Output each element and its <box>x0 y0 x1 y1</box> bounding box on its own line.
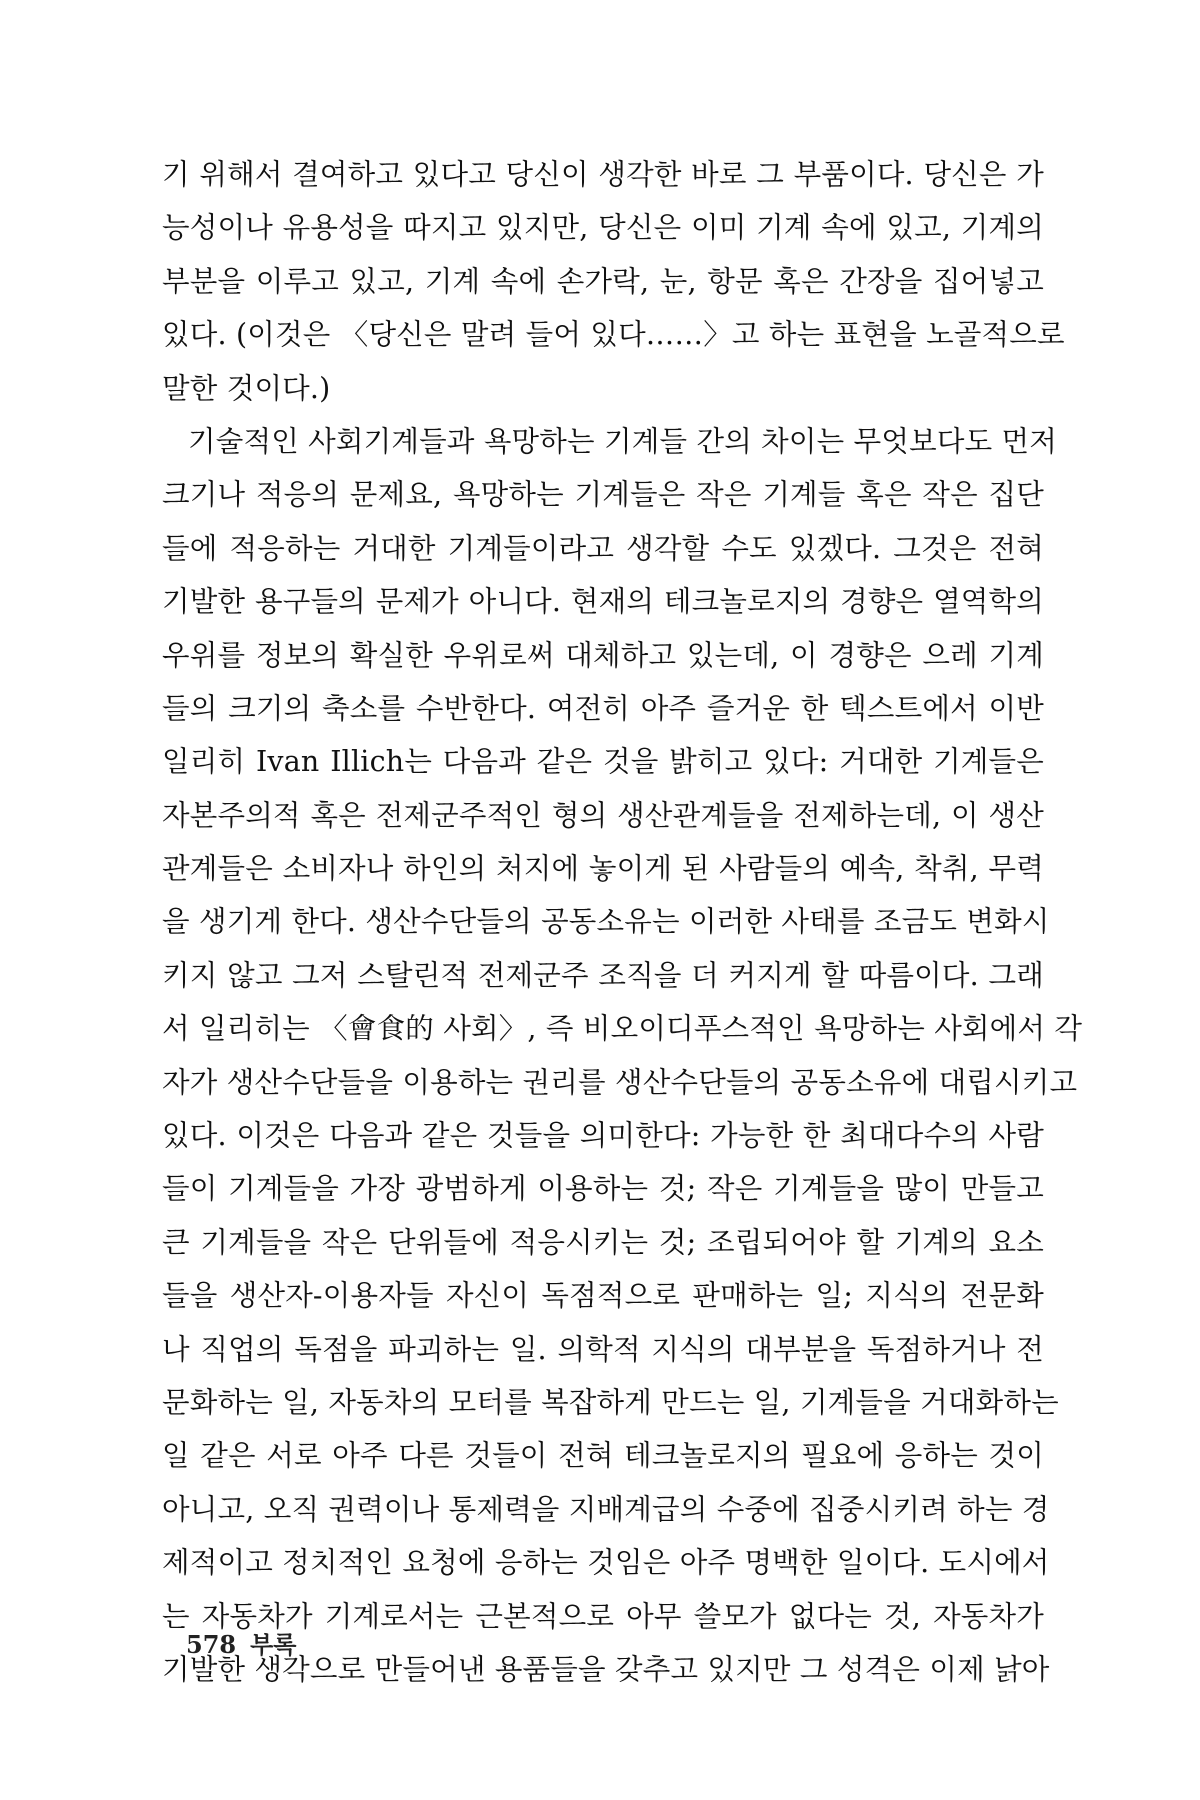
page-number: 578 <box>186 1630 237 1659</box>
text-line: 기발한 생각으로 만들어낸 용품들을 갖추고 있지만 그 성격은 이제 낡아 <box>162 1652 1050 1686</box>
page-footer <box>186 1630 296 1660</box>
text-line: 자본주의적 혹은 전제군주적인 형의 생산관계들을 전제하는데, 이 생산 <box>162 798 1044 832</box>
text-line: 서 일리히는 〈會食的 사회〉, 즉 비오이디푸스적인 욕망하는 사회에서 각 <box>162 1012 1083 1046</box>
text-line: 들의 크기의 축소를 수반한다. 여전히 아주 즐거운 한 텍스트에서 이반 <box>162 691 1044 725</box>
text-line: 크기나 적응의 문제요, 욕망하는 기계들은 작은 기계들 혹은 작은 집단 <box>162 478 1044 512</box>
text-line: 부분을 이루고 있고, 기계 속에 손가락, 눈, 항문 혹은 간장을 집어넣고 <box>162 264 1044 298</box>
text-line: 말한 것이다.) <box>162 371 331 405</box>
text-line: 큰 기계들을 작은 단위들에 적응시키는 것; 조립되어야 할 기계의 요소 <box>162 1225 1044 1259</box>
text-line: 기발한 용구들의 문제가 아니다. 현재의 테크놀로지의 경향은 열역학의 <box>162 585 1044 619</box>
text-line: 있다. (이것은 〈당신은 말려 들어 있다……〉고 하는 표현을 노골적으로 <box>162 318 1065 352</box>
text-line: 일 같은 서로 아주 다른 것들이 전혀 테크놀로지의 필요에 응하는 것이 <box>162 1439 1044 1473</box>
section-label: 부록 <box>250 1630 297 1659</box>
text-line: 는 자동차가 기계로서는 근본적으로 아무 쓸모가 없다는 것, 자동차가 <box>162 1599 1044 1633</box>
text-line: 일리히 Ivan Illich는 다음과 같은 것을 밝히고 있다: 거대한 기계들은 <box>162 745 1044 779</box>
text-line: 아니고, 오직 권력이나 통제력을 지배계급의 수중에 집중시키려 하는 경 <box>162 1492 1050 1526</box>
text-line: 능성이나 유용성을 따지고 있지만, 당신은 이미 기계 속에 있고, 기계의 <box>162 211 1044 245</box>
text-line: 문화하는 일, 자동차의 모터를 복잡하게 만드는 일, 기계들을 거대화하는 <box>162 1385 1059 1419</box>
text-line: 우위를 정보의 확실한 우위로써 대체하고 있는데, 이 경향은 으레 기계 <box>162 638 1044 672</box>
text-line: 키지 않고 그저 스탈린적 전제군주 조직을 더 커지게 할 따름이다. 그래 <box>162 958 1044 992</box>
text-line: 기 위해서 결여하고 있다고 당신이 생각한 바로 그 부품이다. 당신은 가 <box>162 158 1044 191</box>
text-line: 제적이고 정치적인 요청에 응하는 것임은 아주 명백한 일이다. 도시에서 <box>162 1546 1050 1580</box>
text-line: 나 직업의 독점을 파괴하는 일. 의학적 지식의 대부분을 독점하거나 전 <box>162 1332 1044 1366</box>
text-line: 있다. 이것은 다음과 같은 것들을 의미한다: 가능한 한 최대다수의 사람 <box>162 1119 1044 1153</box>
paragraph-start-line: 기술적인 사회기계들과 욕망하는 기계들 간의 차이는 무엇보다도 먼저 <box>188 424 1058 458</box>
text-line: 들에 적응하는 거대한 기계들이라고 생각할 수도 있겠다. 그것은 전혀 <box>162 531 1044 565</box>
text-line: 들을 생산자-이용자들 자신이 독점적으로 판매하는 일; 지식의 전문화 <box>162 1279 1044 1313</box>
text-line: 자가 생산수단들을 이용하는 권리를 생산수단들의 공동소유에 대립시키고 <box>162 1065 1078 1099</box>
text-line: 관계들은 소비자나 하인의 처지에 놓이게 된 사람들의 예속, 착취, 무력 <box>162 852 1044 886</box>
text-line: 들이 기계들을 가장 광범하게 이용하는 것; 작은 기계들을 많이 만들고 <box>162 1172 1044 1206</box>
text-line: 을 생기게 한다. 생산수단들의 공동소유는 이러한 사태를 조금도 변화시 <box>162 905 1050 939</box>
body-text <box>162 148 1083 1696</box>
